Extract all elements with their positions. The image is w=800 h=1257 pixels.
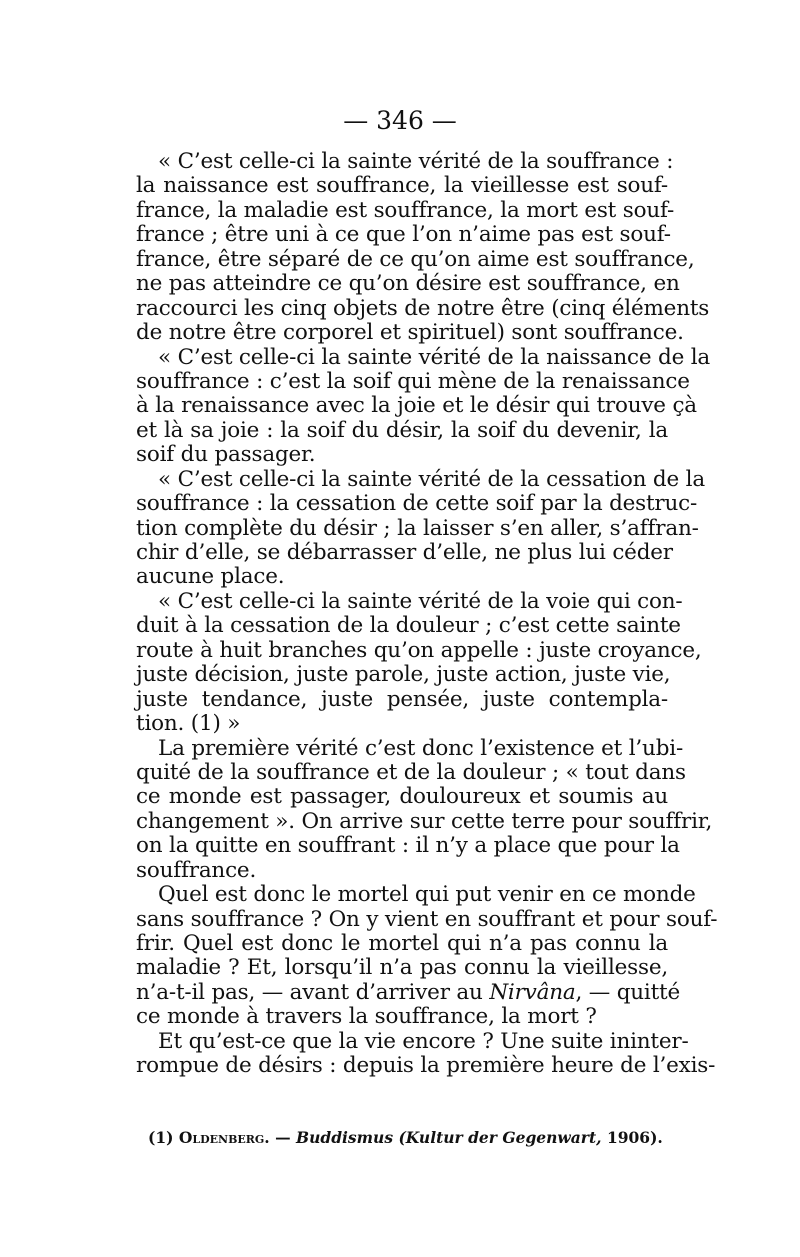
text-line: ce monde à travers la souffrance, la mort ?: [136, 1004, 597, 1030]
text-line: aucune place.: [136, 564, 285, 590]
text-line: route à huit branches qu’on appelle : juste croyance,: [136, 637, 702, 663]
text-line: sans souffrance ? On y vient en souffrant et pour souf-: [136, 906, 718, 932]
text-line: « C’est celle-ci la sainte vérité de la cessation de la: [158, 466, 705, 492]
footnote-marker: (1): [148, 1128, 174, 1147]
text-line: et là sa joie : la soif du désir, la soif du devenir, la: [136, 417, 668, 443]
footnote-dash: —: [275, 1128, 291, 1147]
text-line: changement ». On arrive sur cette terre pour souffrir,: [136, 808, 713, 834]
text-line: juste décision, juste parole, juste action, juste vie,: [136, 662, 671, 688]
text-line: duit à la cessation de la douleur ; c’est cette sainte: [136, 613, 681, 639]
text-line: on la quitte en souffrant : il n’y a place que pour la: [136, 833, 680, 859]
text-line: france, la maladie est souffrance, la mort est souf-: [136, 197, 675, 223]
text-line: chir d’elle, se débarrasser d’elle, ne plus lui céder: [136, 540, 673, 565]
text-line: n’a-t-il pas, — avant d’arriver au Nirvâna, — quitté: [136, 979, 681, 1005]
text-line: quité de la souffrance et de la douleur ; « tout dans: [136, 759, 686, 785]
footnote: [148, 1128, 668, 1148]
text-line: Quel est donc le mortel qui put venir en ce monde: [158, 882, 696, 908]
text-line: souffrance : c’est la soif qui mène de la renaissance: [136, 368, 690, 394]
text-line: la naissance est souffrance, la vieillesse est souf-: [136, 173, 668, 199]
footnote-year: 1906).: [606, 1128, 663, 1147]
text-line: « C’est celle-ci la sainte vérité de la naissance de la: [158, 344, 711, 370]
text-line: « C’est celle-ci la sainte vérité de la souffrance :: [158, 149, 674, 174]
text-line: ce monde est passager, douloureux et soumis au: [136, 784, 668, 810]
text-line: frir. Quel est donc le mortel qui n’a pas connu la: [136, 931, 668, 956]
text-line: ne pas atteindre ce qu’on désire est souffrance, en: [136, 271, 680, 297]
text-line: rompue de désirs : depuis la première heure de l’exis-: [136, 1053, 716, 1079]
text-line: de notre être corporel et spirituel) sont souffrance.: [136, 320, 684, 346]
footnote-author: Oldenberg.: [178, 1128, 270, 1147]
text-line: Et qu’est-ce que la vie encore ? Une suite ininter-: [158, 1028, 689, 1054]
text-line: maladie ? Et, lorsqu’il n’a pas connu la vieillesse,: [136, 955, 668, 981]
page-number: — 346 —: [343, 106, 457, 135]
text-line: « C’est celle-ci la sainte vérité de la voie qui con-: [158, 588, 683, 614]
text-line: La première vérité c’est donc l’existence et l’ubi-: [158, 735, 684, 761]
text-line: juste tendance, juste pensée, juste contempla-: [136, 686, 668, 712]
footnote-source: (Kultur der Gegenwart,: [398, 1128, 602, 1147]
text-line: souffrance.: [136, 857, 257, 883]
text-line: tion complète du désir ; la laisser s’en aller, s’affran-: [136, 515, 699, 541]
text-line: france, être séparé de ce qu’on aime est souffrance,: [136, 246, 695, 272]
text-line: france ; être uni à ce que l’on n’aime pas est souf-: [136, 222, 671, 248]
text-line: à la renaissance avec la joie et le désir qui trouve çà: [136, 393, 697, 419]
text-line: souffrance : la cessation de cette soif par la destruc-: [136, 491, 698, 517]
footnote-work: Buddismus: [296, 1128, 394, 1147]
body-text: [136, 149, 718, 1079]
text-line: soif du passager.: [136, 442, 316, 468]
emphasis: Nirvâna: [489, 979, 576, 1005]
text-line: raccourci les cinq objets de notre être (cinq éléments: [136, 295, 710, 321]
text-line: tion. (1) »: [136, 711, 241, 737]
